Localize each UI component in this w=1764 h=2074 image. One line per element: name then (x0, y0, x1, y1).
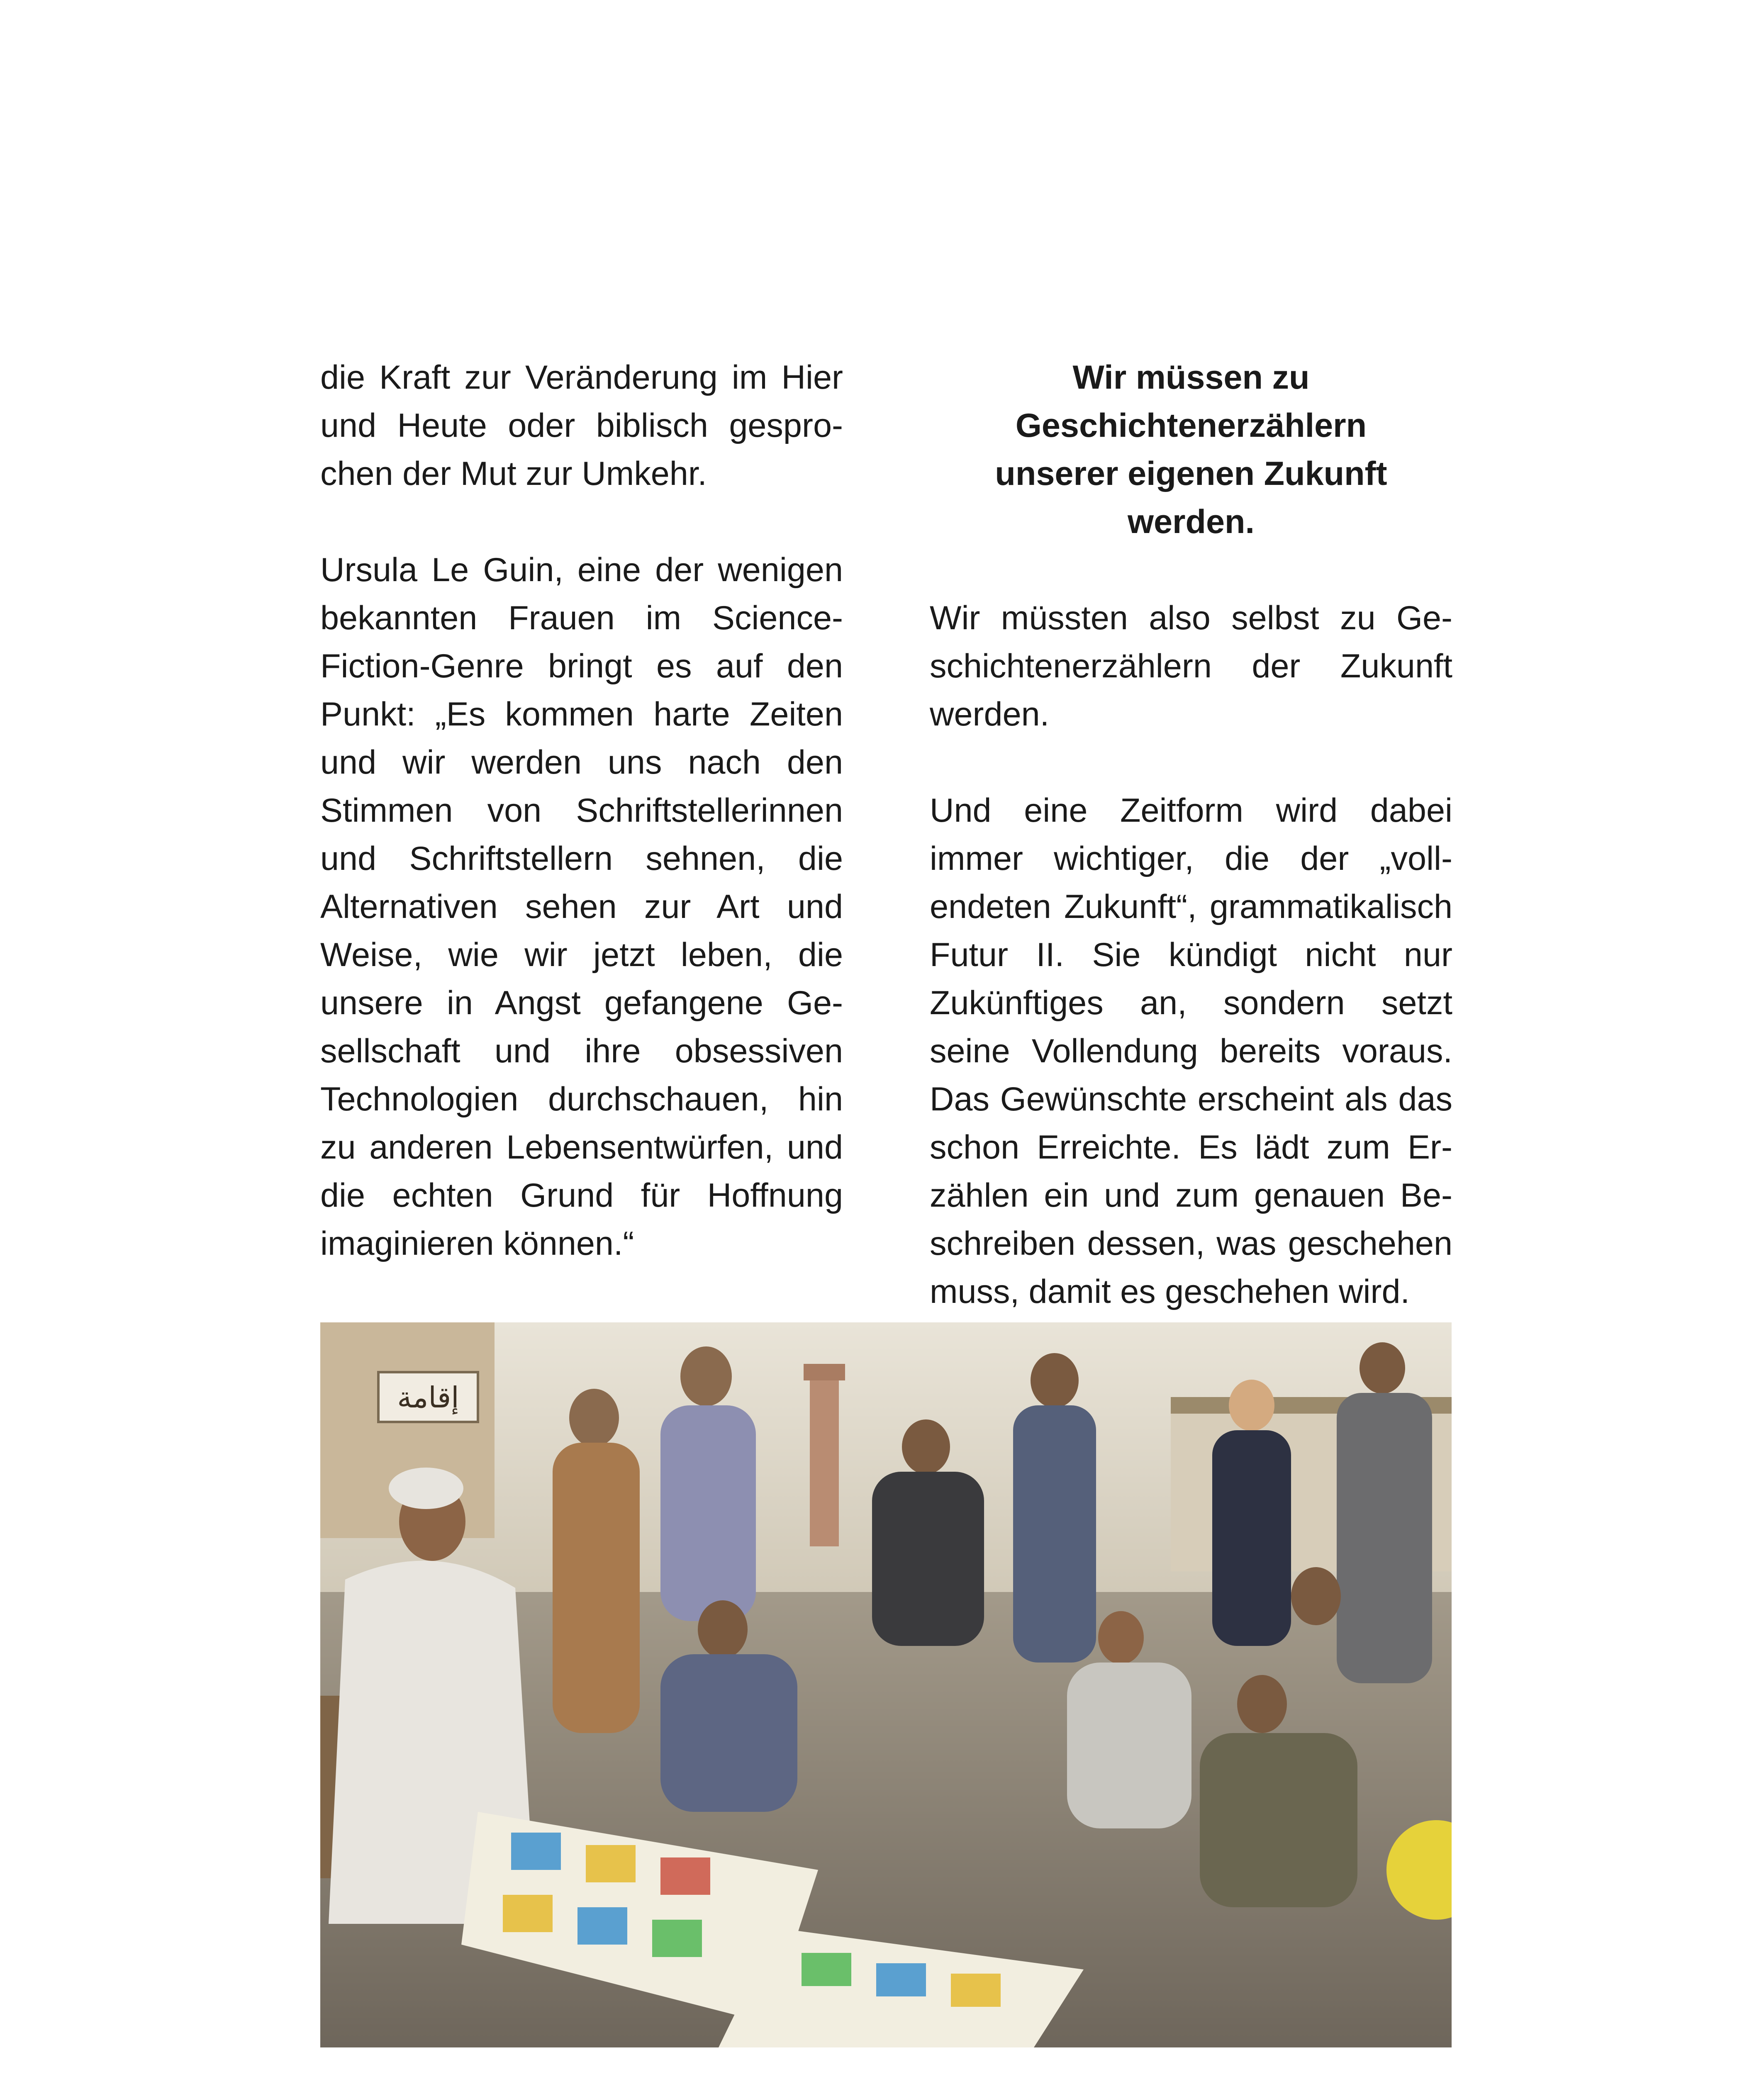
section-heading (930, 353, 1452, 546)
photo-sign-text: إقامة (397, 1380, 459, 1414)
right-paragraph-2: Und eine Zeitform wird dabei immer wichtiger, die der „vollendeten Zukunft“, grammatikalisch Futur II. Sie kündigt nicht nur Zukünftiges an, sondern setzt seine Vollendung bereits voraus. Das Gewünschte erscheint als das schon Erreichte. Es lädt zum Erzählen ein und zum genauen Beschreiben dessen, was geschehen muss, damit es geschehen wird. (930, 792, 1452, 1310)
left-paragraph-1: die Kraft zur Veränderung im Hier und Heute oder biblisch gesprochen der Mut zur Umkehr. (320, 359, 843, 492)
section-heading-line-1: Wir müssen zu (1072, 359, 1310, 396)
photo-storyteller-market (320, 1322, 1452, 2047)
right-paragraph-1: Wir müssten also selbst zu Geschichtenerzählern der Zukunft werden. (930, 599, 1452, 733)
right-text-column (930, 353, 1452, 1316)
section-heading-line-3: unserer eigenen Zukunft werden. (995, 455, 1387, 540)
left-paragraph-2: Ursula Le Guin, eine der wenigen bekannten Frauen im Science-Fiction-Genre bringt es auf den Punkt: „Es kommen harte Zeiten und wir werden uns nach den Stimmen von Schriftstellerinnen und Schriftstellern sehnen, die Alternativen sehen zur Art und Weise, wie wir jetzt leben, die unsere in Angst gefangene Gesellschaft und ihre obsessiven Technologien durchschauen, hin zu anderen Lebensentwürfen, und die echten Grund für Hoffnung imaginieren können.“ (320, 551, 843, 1262)
left-text-column (320, 353, 843, 1268)
photo-illustration (320, 1322, 1452, 2047)
photo-minaret (810, 1372, 839, 1546)
section-heading-line-2: Geschichtenerzählern (1015, 407, 1367, 444)
